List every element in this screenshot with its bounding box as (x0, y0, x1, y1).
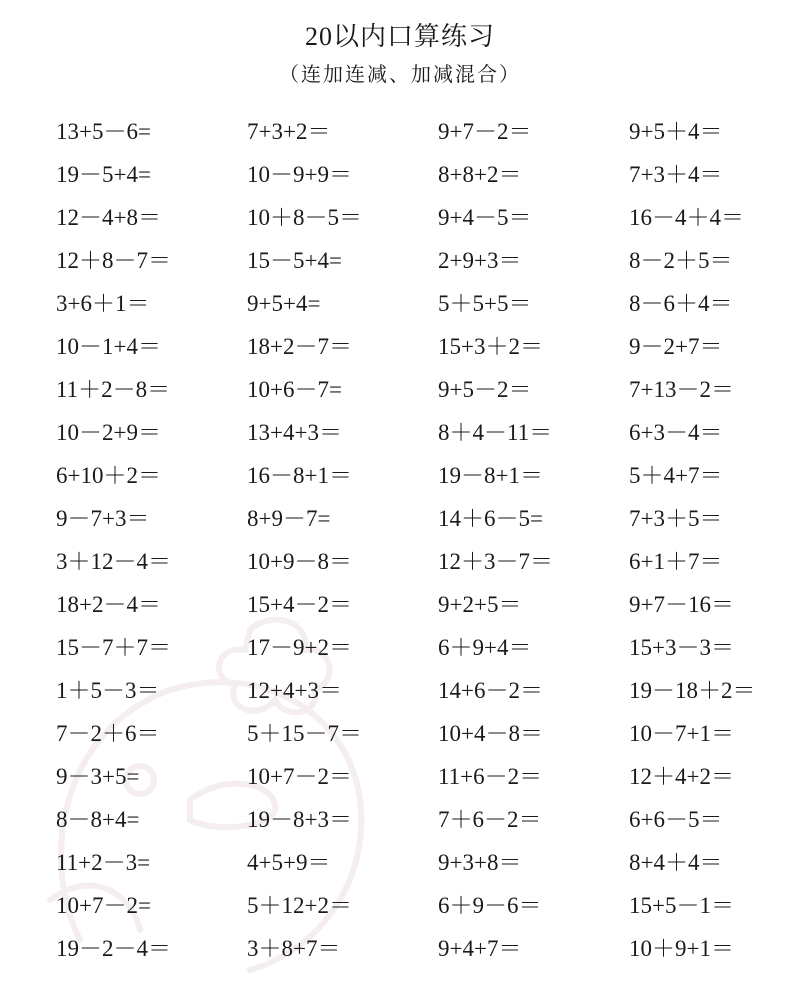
problem-item: 10－2+9＝ (56, 420, 161, 445)
problem-item: 8－8+4= (56, 807, 140, 832)
problem-item: 9+4－5＝ (438, 205, 532, 230)
problem-item: 7－2＋6＝ (56, 721, 160, 746)
problem-item: 4+5+9＝ (247, 850, 331, 875)
problem-item: 10＋9+1＝ (629, 936, 734, 961)
problem-item: 10＋8－5＝ (247, 205, 362, 230)
problem-grid (56, 112, 796, 972)
problem-item: 15－7＋7＝ (56, 635, 171, 660)
problem-item: 5＋12+2＝ (247, 893, 352, 918)
problem-item: 9+3+8＝ (438, 850, 522, 875)
problem-item: 17－9+2＝ (247, 635, 352, 660)
problem-item: 10－7+1＝ (629, 721, 734, 746)
problem-item: 6+6－5＝ (629, 807, 723, 832)
problem-item: 11+6－2＝ (438, 764, 543, 789)
problem-item: 19－8+1＝ (438, 463, 543, 488)
problem-item: 13+4+3＝ (247, 420, 342, 445)
problem-item: 11+2－3= (56, 850, 151, 875)
problem-item: 5＋5+5＝ (438, 291, 532, 316)
problem-item: 9+7－16＝ (629, 592, 734, 617)
problem-item: 6＋9+4＝ (438, 635, 532, 660)
problem-item: 15－5+4= (247, 248, 342, 273)
problem-item: 10+6－7= (247, 377, 342, 402)
problem-item: 12＋3－7＝ (438, 549, 553, 574)
problem-item: 15+5－1＝ (629, 893, 734, 918)
problem-item: 19－18＋2＝ (629, 678, 756, 703)
problem-item: 10+7－2＝ (247, 764, 352, 789)
problem-item: 10+9－8＝ (247, 549, 352, 574)
problem-item: 6+3－4＝ (629, 420, 723, 445)
problem-item: 18+2－4＝ (56, 592, 161, 617)
problem-item: 3＋12－4＝ (56, 549, 171, 574)
problem-item: 7＋6－2＝ (438, 807, 542, 832)
problem-item: 9+7－2＝ (438, 119, 532, 144)
problem-item: 9－3+5= (56, 764, 140, 789)
problem-item: 10－9+9＝ (247, 162, 352, 187)
problem-item: 9－7+3＝ (56, 506, 150, 531)
problem-item: 9+4+7＝ (438, 936, 522, 961)
problem-item: 14+6－2＝ (438, 678, 543, 703)
problem-item: 15+3－3＝ (629, 635, 734, 660)
problem-item: 5＋4+7＝ (629, 463, 723, 488)
problem-item: 14＋6－5= (438, 506, 543, 531)
problem-item: 6+1＋7＝ (629, 549, 723, 574)
problem-item: 2+9+3＝ (438, 248, 522, 273)
problem-item: 11＋2－8＝ (56, 377, 171, 402)
problem-item: 9+5－2＝ (438, 377, 532, 402)
problem-item: 8＋4－11＝ (438, 420, 553, 445)
problem-item: 9－2+7＝ (629, 334, 723, 359)
problem-item: 6+10＋2＝ (56, 463, 161, 488)
problem-item: 8+4＋4＝ (629, 850, 723, 875)
problem-item: 10－1+4＝ (56, 334, 161, 359)
problem-item: 7+3＋4＝ (629, 162, 723, 187)
problem-item: 3+6＋1＝ (56, 291, 150, 316)
problem-item: 12+4+3＝ (247, 678, 342, 703)
worksheet-title: 20以内口算练习 (304, 22, 495, 51)
problem-item: 9+5＋4＝ (629, 119, 723, 144)
problem-item: 8+9－7= (247, 506, 331, 531)
problem-item: 16－8+1＝ (247, 463, 352, 488)
problem-item: 6＋9－6＝ (438, 893, 542, 918)
problem-item: 12＋8－7＝ (56, 248, 171, 273)
problem-item: 12－4+8＝ (56, 205, 161, 230)
problem-item: 19－8+3＝ (247, 807, 352, 832)
problem-item: 10+7－2= (56, 893, 151, 918)
problem-item: 15+3＋2＝ (438, 334, 543, 359)
problem-item: 9+5+4= (247, 291, 321, 316)
problem-item: 7+3+2＝ (247, 119, 331, 144)
problem-item: 3＋8+7＝ (247, 936, 341, 961)
problem-item: 8－2＋5＝ (629, 248, 733, 273)
problem-item: 7+13－2＝ (629, 377, 734, 402)
problem-item: 8－6＋4＝ (629, 291, 733, 316)
problem-item: 18+2－7＝ (247, 334, 352, 359)
problem-item: 10+4－8＝ (438, 721, 543, 746)
problem-item: 13+5－6= (56, 119, 151, 144)
worksheet-subtitle: （连加连减、加减混合） (279, 64, 521, 86)
problem-item: 15+4－2＝ (247, 592, 352, 617)
problem-item: 1＋5－3＝ (56, 678, 160, 703)
problem-item: 5＋15－7＝ (247, 721, 362, 746)
problem-item: 8+8+2＝ (438, 162, 522, 187)
problem-item: 7+3＋5＝ (629, 506, 723, 531)
problem-item: 12＋4+2＝ (629, 764, 734, 789)
problem-item: 19－2－4＝ (56, 936, 171, 961)
problem-item: 9+2+5＝ (438, 592, 522, 617)
problem-item: 19－5+4= (56, 162, 151, 187)
problem-item: 16－4＋4＝ (629, 205, 744, 230)
